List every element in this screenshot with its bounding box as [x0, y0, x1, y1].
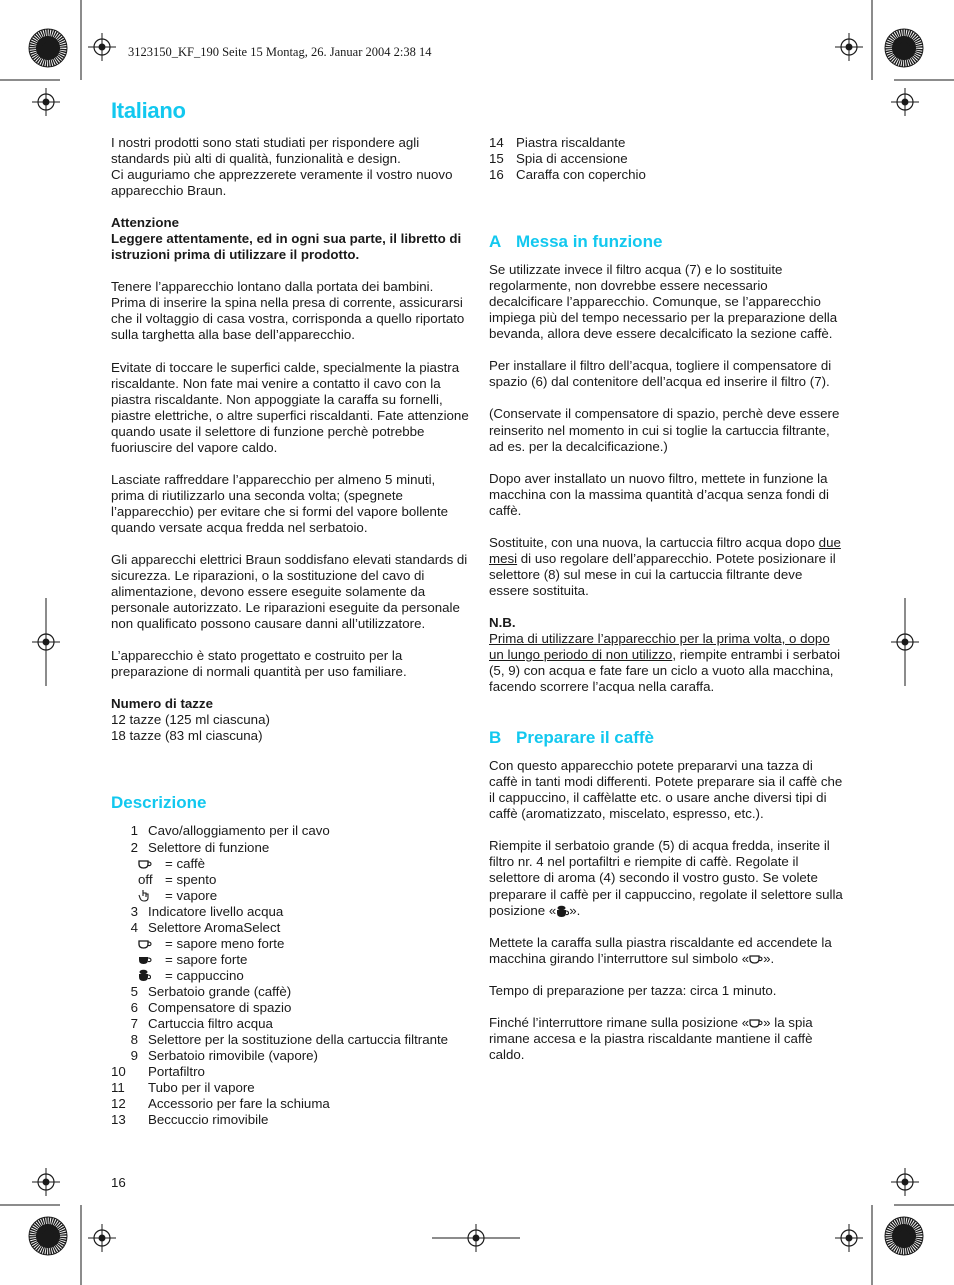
sub-item-steam: = vapore [111, 888, 471, 904]
sub-item-cappuccino: = cappuccino [111, 968, 471, 984]
cup-icon [749, 1018, 763, 1028]
section-b-paragraph-5: Finché l’interruttore rimane sulla posizione « » la spia rimane accesa e la piastra riscaldante mantiene il caffè caldo. [489, 1014, 813, 1062]
list-item: 4 Selettore AromaSelect [130, 919, 281, 935]
nb-heading: N.B. [489, 614, 516, 630]
usage-paragraph: L’apparecchio è stato progettato e costruito per la preparazione di normali quantità per uso familiare. [111, 648, 407, 680]
cup-outline-icon [138, 939, 152, 949]
page-title: Italiano [111, 98, 186, 123]
section-b-paragraph-1: Con questo apparecchio potete prepararvi una tazza di caffè in tanti modi differenti. Potete preparare sia il caffè che il cappuccino, il caffèlatte etc. o usare anche diversi tipi di caffè (aromatizzato, miscelato, espresso, etc.). [489, 758, 843, 822]
cups-heading: Numero di tazze [111, 696, 213, 712]
description-heading: Descrizione [111, 793, 207, 813]
cups-line-2: 18 tazze (83 ml ciascuna) [111, 728, 263, 744]
sub-item-strong: = sapore forte [111, 952, 471, 968]
list-item: 2 Selettore di funzione [130, 839, 270, 855]
list-item: 14 Piastra riscaldante [489, 135, 626, 150]
left-column [111, 135, 471, 1128]
safety-paragraph-4: Gli apparecchi elettrici Braun soddisfano elevati standards di sicurezza. Le riparazioni, o la sostituzione del cavo di alimentazione, devono essere eseguite solamente da personale autorizzato. Le riparazioni eseguite da personale non qualificato possono causare danni all’utilizzatore. [111, 551, 468, 632]
list-item: 3 Indicatore livello acqua [130, 903, 284, 919]
sub-item-coffee: = caffè [111, 856, 471, 872]
cups-line-1: 12 tazze (125 ml ciascuna) [111, 712, 270, 728]
sub-item-mild: = sapore meno forte [111, 936, 471, 952]
section-a-paragraph-3: (Conservate il compensatore di spazio, perchè deve essere reinserito nel momento in cui si toglie la cartuccia filtrante, ad es. per la decalcificazione.) [489, 406, 840, 454]
safety-paragraph-2: Evitate di toccare le superfici calde, specialmente la piastra riscaldante. Non fate mai venire a contatto il cavo con la piastra riscaldante. Non appoggiate la caraffa su fornelli, piastre elettriche, o altre superfici riscaldanti. Fate attenzione quando usate il selettore di funzione perchè potrebbe fuoriuscire del vapore caldo. [111, 359, 469, 455]
section-b-heading: B Preparare il caffè [489, 728, 654, 748]
cappuccino-icon [138, 969, 151, 982]
list-item: 13 Beccuccio rimovibile [111, 1112, 269, 1128]
list-item: 15 Spia di accensione [489, 151, 628, 167]
cup-icon [138, 859, 152, 869]
parts-list-continued [489, 135, 845, 183]
page-number: 16 [111, 1175, 126, 1190]
intro-paragraph-2: Ci auguriamo che apprezzerete veramente il vostro nuovo apparecchio Braun. [111, 167, 453, 199]
cup-icon [749, 954, 763, 964]
nb-paragraph: Prima di utilizzare l’apparecchio per la prima volta, o dopo un lungo periodo di non utilizzo, riempite entrambi i serbatoi (5, 9) con acqua e fate fare un ciclo a vuoto alla macchina, facendo scorrere l’acqua nella caraffa. [489, 630, 841, 695]
sub-item-off: off = spento [138, 871, 217, 887]
list-item: 9 Serbatoio rimovibile (vapore) [130, 1048, 318, 1064]
section-b-paragraph-4: Tempo di preparazione per tazza: circa 1 minuto. [489, 982, 777, 998]
section-a-paragraph-1: Se utilizzate invece il filtro acqua (7) e lo sostituite regolarmente, non dovrebbe essere necessario decalcificare l’apparecchio. Comunque, se l’apparecchio impiega più del tempo necessario per la preparazione della bevanda, allora deve essere decalcificato la sezione caffè. [489, 262, 838, 342]
section-a-paragraph-5: Sostituite, con una nuova, la cartuccia filtro acqua dopo due mesi di uso regolare dell’apparecchio. Potete posizionare il selettore (8) sul mese in cui la cartuccia filtrante deve essere sostituita. [489, 534, 841, 598]
section-a-paragraph-2: Per installare il filtro dell’acqua, togliere il compensatore di spazio (6) dal contenitore dell’acqua ed inserire il filtro (7). [489, 358, 832, 390]
attention-text: Leggere attentamente, ed in ogni sua parte, il libretto di istruzioni prima di utilizzare il prodotto. [111, 231, 462, 263]
cappuccino-icon [556, 905, 569, 918]
list-item: 5 Serbatoio grande (caffè) [130, 983, 292, 999]
section-b-paragraph-2: Riempite il serbatoio grande (5) di acqua fredda, inserite il filtro nr. 4 nel portafiltri e riempite di caffè. Regolate il selettore di aroma (4) secondo il vostro gusto. Se volete preparare il caffè per il cappuccino, regolate il selettore sulla posizione « ». [489, 838, 843, 918]
list-item: 12 Accessorio per fare la schiuma [111, 1096, 330, 1112]
section-b-paragraph-3: Mettete la caraffa sulla piastra riscaldante ed accendete la macchina girando l’interruttore sul simbolo « ». [489, 934, 832, 966]
attention-heading: Attenzione [111, 215, 179, 231]
list-item: 1 Cavo/alloggiamento per il cavo [130, 823, 330, 839]
right-column [489, 135, 845, 1079]
safety-paragraph-3: Lasciate raffreddare l’apparecchio per almeno 5 minuti, prima di riutilizzarlo una seconda volta; (spegnete l’apparecchio) per evitare che si formi del vapore bollente quando versate acqua fredda nel serbatoio. [111, 471, 449, 535]
list-item: 16 Caraffa con coperchio [489, 167, 646, 183]
safety-paragraph-1: Tenere l’apparecchio lontano dalla portata dei bambini. Prima di inserire la spina nella presa di corrente, assicurarsi che il voltaggio di casa vostra, corrisponda a quello riportato sulla targhetta alla base dell’apparecchio. [111, 279, 465, 343]
list-item: 6 Compensatore di spazio [130, 999, 292, 1015]
parts-list [111, 823, 471, 855]
list-item: 10 Portafiltro [111, 1064, 205, 1080]
list-item: 8 Selettore per la sostituzione della cartuccia filtrante [130, 1032, 449, 1048]
intro-paragraph-1: I nostri prodotti sono stati studiati per rispondere agli standards più alti di qualità, funzionalità e design. [111, 135, 420, 167]
steam-hand-icon [138, 889, 150, 902]
list-item: 7 Cartuccia filtro acqua [130, 1016, 273, 1032]
cup-filled-icon [138, 955, 152, 965]
section-a-heading: A Messa in funzione [489, 232, 663, 252]
section-a-paragraph-4: Dopo aver installato un nuovo filtro, mettete in funzione la macchina con la massima quantità d’acqua senza fondi di caffè. [489, 470, 830, 518]
print-header: 3123150_KF_190 Seite 15 Montag, 26. Januar 2004 2:38 14 [128, 45, 432, 59]
list-item: 11 Tubo per il vapore [111, 1080, 255, 1096]
